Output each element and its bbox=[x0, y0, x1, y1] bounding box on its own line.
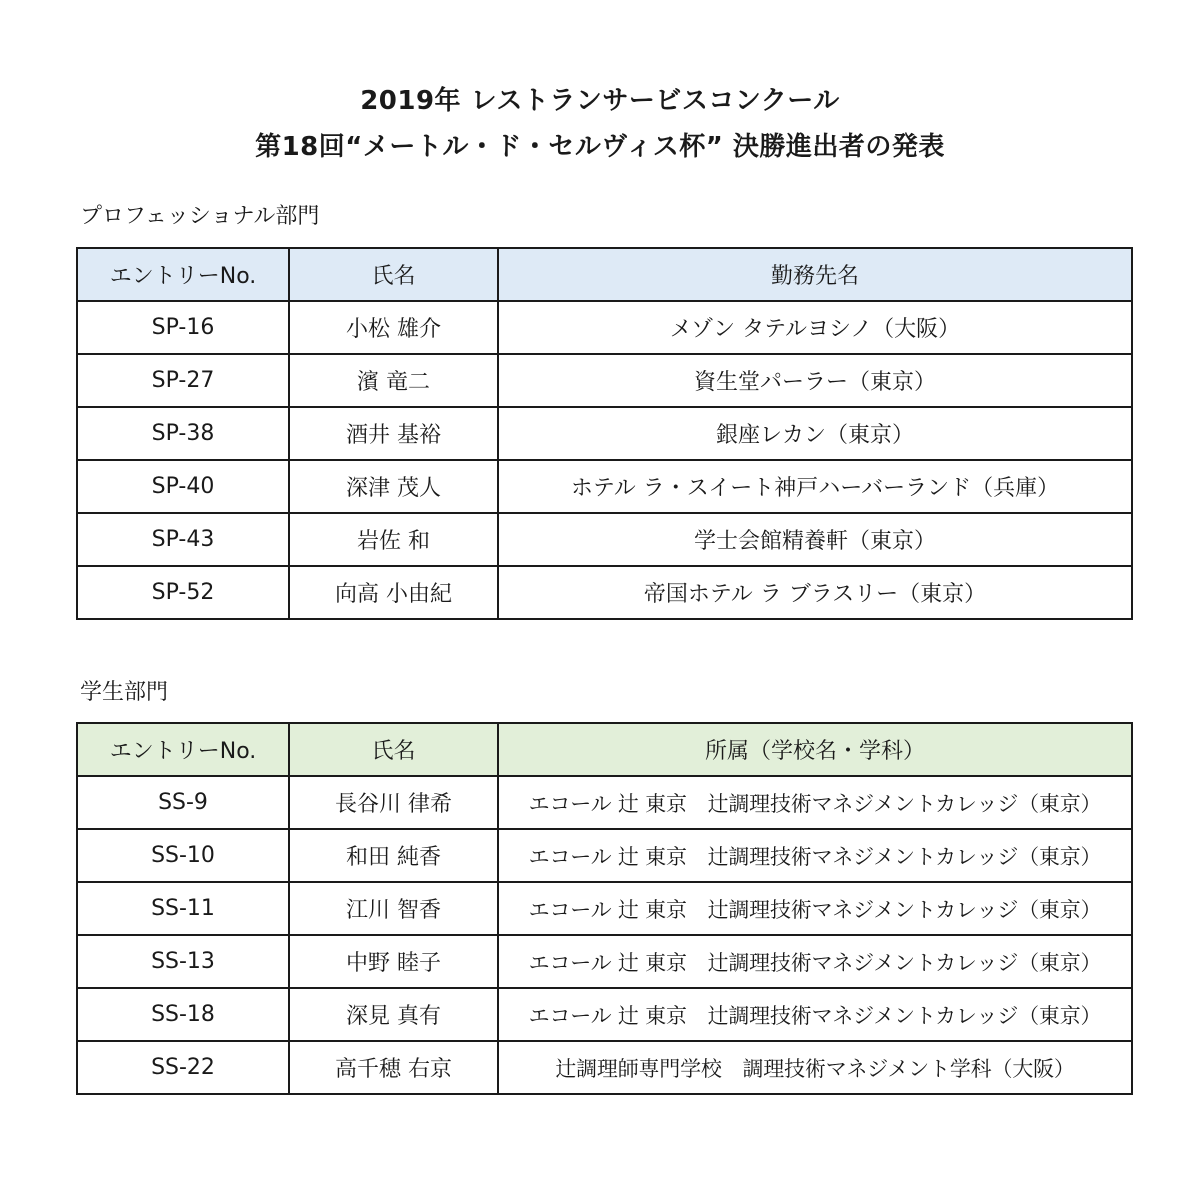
name-cell: 濱 竜二 bbox=[289, 354, 498, 407]
name-cell: 深津 茂人 bbox=[289, 460, 498, 513]
professional-finalists-table bbox=[76, 247, 1133, 620]
entry-no-cell: SS-10 bbox=[77, 829, 289, 882]
table-row bbox=[77, 513, 1132, 566]
workplace-cell: 銀座レカン（東京） bbox=[498, 407, 1132, 460]
name-cell: 和田 純香 bbox=[289, 829, 498, 882]
workplace-cell: 学士会館精養軒（東京） bbox=[498, 513, 1132, 566]
name-cell: 中野 睦子 bbox=[289, 935, 498, 988]
table-row bbox=[77, 988, 1132, 1041]
entry-no-cell: SP-40 bbox=[77, 460, 289, 513]
affiliation-cell: エコール 辻 東京 辻調理技術マネジメントカレッジ（東京） bbox=[498, 988, 1132, 1041]
section-label-professional: プロフェッショナル部門 bbox=[80, 204, 320, 229]
entry-no-cell: SS-11 bbox=[77, 882, 289, 935]
name-cell: 高千穂 右京 bbox=[289, 1041, 498, 1094]
workplace-cell: ホテル ラ・スイート神戸ハーバーランド（兵庫） bbox=[498, 460, 1132, 513]
table-header-row bbox=[77, 723, 1132, 776]
header-workplace: 勤務先名 bbox=[498, 248, 1132, 301]
entry-no-cell: SP-38 bbox=[77, 407, 289, 460]
student-finalists-table bbox=[76, 722, 1133, 1095]
page-title-line-1: 2019年 レストランサービスコンクール bbox=[360, 86, 840, 116]
affiliation-cell: 辻調理師専門学校 調理技術マネジメント学科（大阪） bbox=[498, 1041, 1132, 1094]
header-name: 氏名 bbox=[289, 248, 498, 301]
entry-no-cell: SS-9 bbox=[77, 776, 289, 829]
workplace-cell: 帝国ホテル ラ ブラスリー（東京） bbox=[498, 566, 1132, 619]
table-row bbox=[77, 1041, 1132, 1094]
name-cell: 向高 小由紀 bbox=[289, 566, 498, 619]
workplace-cell: 資生堂パーラー（東京） bbox=[498, 354, 1132, 407]
section-label-student: 学生部門 bbox=[80, 680, 169, 705]
header-name: 氏名 bbox=[289, 723, 498, 776]
name-cell: 江川 智香 bbox=[289, 882, 498, 935]
affiliation-cell: エコール 辻 東京 辻調理技術マネジメントカレッジ（東京） bbox=[498, 776, 1132, 829]
entry-no-cell: SS-13 bbox=[77, 935, 289, 988]
name-cell: 長谷川 律希 bbox=[289, 776, 498, 829]
affiliation-cell: エコール 辻 東京 辻調理技術マネジメントカレッジ（東京） bbox=[498, 882, 1132, 935]
entry-no-cell: SP-27 bbox=[77, 354, 289, 407]
header-affiliation: 所属（学校名・学科） bbox=[498, 723, 1132, 776]
table-row bbox=[77, 301, 1132, 354]
table-row bbox=[77, 829, 1132, 882]
table-row bbox=[77, 460, 1132, 513]
header-entry-no: エントリーNo. bbox=[77, 248, 289, 301]
name-cell: 小松 雄介 bbox=[289, 301, 498, 354]
name-cell: 深見 真有 bbox=[289, 988, 498, 1041]
name-cell: 酒井 基裕 bbox=[289, 407, 498, 460]
entry-no-cell: SS-22 bbox=[77, 1041, 289, 1094]
entry-no-cell: SP-43 bbox=[77, 513, 289, 566]
table-row bbox=[77, 882, 1132, 935]
table-row bbox=[77, 566, 1132, 619]
name-cell: 岩佐 和 bbox=[289, 513, 498, 566]
header-entry-no: エントリーNo. bbox=[77, 723, 289, 776]
table-header-row bbox=[77, 248, 1132, 301]
workplace-cell: メゾン タテルヨシノ（大阪） bbox=[498, 301, 1132, 354]
entry-no-cell: SS-18 bbox=[77, 988, 289, 1041]
table-row bbox=[77, 935, 1132, 988]
affiliation-cell: エコール 辻 東京 辻調理技術マネジメントカレッジ（東京） bbox=[498, 829, 1132, 882]
entry-no-cell: SP-52 bbox=[77, 566, 289, 619]
affiliation-cell: エコール 辻 東京 辻調理技術マネジメントカレッジ（東京） bbox=[498, 935, 1132, 988]
table-row bbox=[77, 776, 1132, 829]
table-row bbox=[77, 354, 1132, 407]
page-title-line-2: 第18回“メートル・ド・セルヴィス杯” 決勝進出者の発表 bbox=[255, 132, 945, 162]
table-row bbox=[77, 407, 1132, 460]
entry-no-cell: SP-16 bbox=[77, 301, 289, 354]
